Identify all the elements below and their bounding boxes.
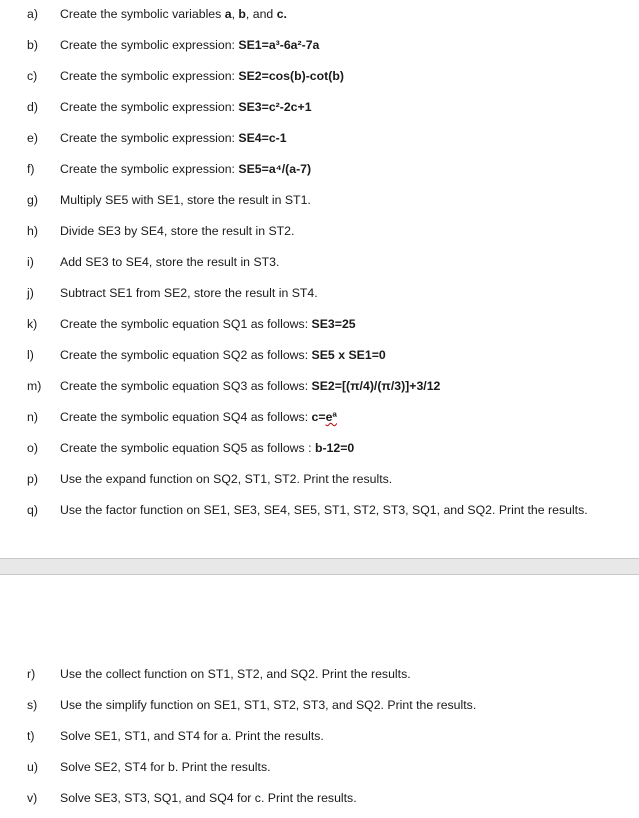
text-run: Multiply SE5 with SE1, store the result in ST1.	[60, 193, 311, 207]
list-item-label: l)	[27, 348, 34, 362]
list-item-label: r)	[27, 667, 36, 681]
text-run: Use the factor function on SE1, SE3, SE4, SE5, ST1, ST2, ST3, SQ1, and SQ2. Print the results.	[60, 503, 588, 517]
list-item	[0, 128, 639, 148]
list-item	[0, 345, 639, 365]
text-run: Create the symbolic equation SQ5 as follows :	[60, 441, 315, 455]
list-item-label: h)	[27, 224, 38, 238]
list-item-label: b)	[27, 38, 38, 52]
list-item	[0, 664, 639, 684]
list-item-text	[60, 314, 356, 334]
list-item-text	[60, 221, 294, 241]
text-run: Create the symbolic expression:	[60, 162, 239, 176]
list-item-label: o)	[27, 441, 38, 455]
bold-expression: b	[238, 7, 246, 21]
list-item	[0, 314, 639, 334]
list-item-label: i)	[27, 255, 34, 269]
list-item	[0, 407, 639, 427]
list-item-label: k)	[27, 317, 38, 331]
text-run: , and	[245, 7, 277, 21]
list-item-text	[60, 726, 324, 746]
text-run: Use the expand function on SQ2, ST1, ST2. Print the results.	[60, 472, 393, 486]
text-run: Create the symbolic equation SQ1 as follows:	[60, 317, 312, 331]
bold-expression: eª	[325, 410, 337, 424]
bold-expression: SE2=[(π/4)/(π/3)]+3/12	[311, 379, 441, 393]
list-item-label: u)	[27, 760, 38, 774]
bold-expression: SE1=a³-6a²-7a	[238, 38, 320, 52]
text-run: Create the symbolic expression:	[60, 38, 239, 52]
bold-expression: SE3=c²-2c+1	[238, 100, 312, 114]
list-item-text	[60, 469, 392, 489]
list-item-label: t)	[27, 729, 35, 743]
text-run: Solve SE2, ST4 for b. Print the results.	[60, 760, 271, 774]
list-item	[0, 97, 639, 117]
list-item	[0, 757, 639, 777]
list-item-text	[60, 695, 476, 715]
bold-expression: SE5=a⁴/(a-7)	[238, 162, 312, 176]
list-item-text	[60, 376, 440, 396]
list-item-label: v)	[27, 791, 38, 805]
list-item	[0, 159, 639, 179]
list-item-label: g)	[27, 193, 38, 207]
list-item-text	[60, 407, 337, 427]
list-item-text	[60, 66, 344, 86]
list-item	[0, 726, 639, 746]
list-item-text	[60, 757, 271, 777]
bold-expression: a	[224, 7, 232, 21]
bold-expression: c.	[276, 7, 287, 21]
list-item-label: e)	[27, 131, 38, 145]
text-run: Create the symbolic expression:	[60, 100, 239, 114]
text-run: Add SE3 to SE4, store the result in ST3.	[60, 255, 280, 269]
text-run: Subtract SE1 from SE2, store the result in ST4.	[60, 286, 318, 300]
list-item	[0, 66, 639, 86]
list-item	[0, 500, 639, 520]
text-run: Divide SE3 by SE4, store the result in ST2.	[60, 224, 295, 238]
list-item-label: s)	[27, 698, 38, 712]
list-item-label: p)	[27, 472, 38, 486]
text-run: Use the collect function on ST1, ST2, and SQ2. Print the results.	[60, 667, 411, 681]
text-run: Solve SE1, ST1, and ST4 for a. Print the results.	[60, 729, 324, 743]
list-item-text	[60, 252, 279, 272]
text-run: Create the symbolic expression:	[60, 69, 239, 83]
page-break-gap	[0, 558, 639, 575]
list-item	[0, 221, 639, 241]
list-item-text	[60, 664, 411, 684]
list-item-label: d)	[27, 100, 38, 114]
list-item-text	[60, 283, 318, 303]
list-item-text	[60, 35, 319, 55]
list-item-label: q)	[27, 503, 38, 517]
text-run: Solve SE3, ST3, SQ1, and SQ4 for c. Print the results.	[60, 791, 357, 805]
list-item-label: c)	[27, 69, 38, 83]
bold-expression: SE4=c-1	[238, 131, 287, 145]
list-item-text	[60, 97, 312, 117]
document-page-2	[0, 575, 639, 818]
list-item	[0, 4, 639, 24]
list-item-text	[60, 128, 287, 148]
text-run: Create the symbolic equation SQ4 as follows:	[60, 410, 312, 424]
list-item	[0, 695, 639, 715]
bold-expression: b-12=0	[314, 441, 355, 455]
text-run: Create the symbolic equation SQ2 as follows:	[60, 348, 312, 362]
list-item	[0, 469, 639, 489]
text-run: Create the symbolic expression:	[60, 131, 239, 145]
list-item	[0, 35, 639, 55]
list-item-text	[60, 159, 311, 179]
list-item	[0, 190, 639, 210]
list-item-text	[60, 4, 287, 24]
text-run: Create the symbolic equation SQ3 as follows:	[60, 379, 312, 393]
list-item-label: j)	[27, 286, 34, 300]
list-item-text	[60, 788, 357, 808]
list-item-label: a)	[27, 7, 38, 21]
list-item-text	[60, 438, 354, 458]
list-item-label: f)	[27, 162, 35, 176]
list-item-text	[60, 500, 588, 520]
list-item-text	[60, 345, 386, 365]
bold-expression: SE3=25	[311, 317, 356, 331]
list-item-text	[60, 190, 311, 210]
bold-expression: SE5 x SE1=0	[311, 348, 386, 362]
text-run: Use the simplify function on SE1, ST1, ST2, ST3, and SQ2. Print the results.	[60, 698, 477, 712]
list-item	[0, 376, 639, 396]
list-item	[0, 252, 639, 272]
list-item	[0, 438, 639, 458]
bold-expression: SE2=cos(b)-cot(b)	[238, 69, 344, 83]
list-item	[0, 283, 639, 303]
text-run: ,	[231, 7, 239, 21]
bold-expression: c=	[311, 410, 326, 424]
list-item	[0, 788, 639, 808]
text-run: Create the symbolic variables	[60, 7, 225, 21]
list-item-label: n)	[27, 410, 38, 424]
list-item-label: m)	[27, 379, 42, 393]
